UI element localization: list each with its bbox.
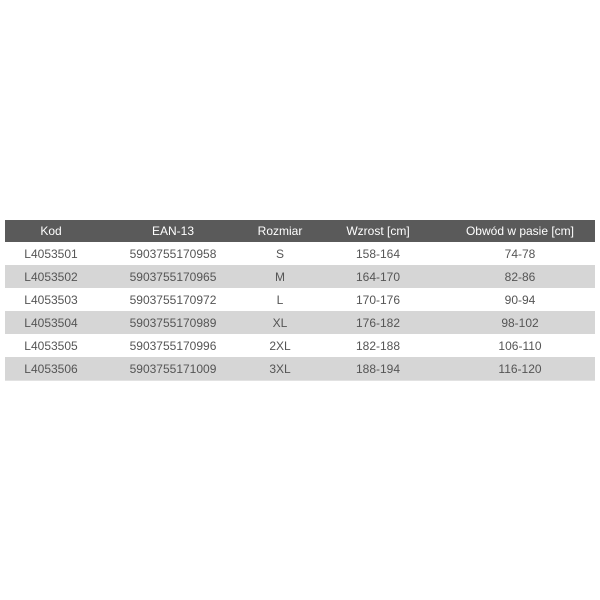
cell-rozmiar: M xyxy=(249,265,311,288)
table-row xyxy=(5,265,595,288)
cell-rozmiar: S xyxy=(249,242,311,265)
cell-kod: L4053506 xyxy=(5,357,97,381)
column-header-rozmiar: Rozmiar xyxy=(249,220,311,242)
table-row xyxy=(5,334,595,357)
cell-wzrost: 158-164 xyxy=(311,242,445,265)
cell-rozmiar: L xyxy=(249,288,311,311)
cell-obwod: 90-94 xyxy=(445,288,595,311)
cell-ean: 5903755170996 xyxy=(97,334,249,357)
column-header-kod: Kod xyxy=(5,220,97,242)
cell-wzrost: 170-176 xyxy=(311,288,445,311)
cell-ean: 5903755170989 xyxy=(97,311,249,334)
column-header-wzrost: Wzrost [cm] xyxy=(311,220,445,242)
cell-ean: 5903755170958 xyxy=(97,242,249,265)
cell-kod: L4053504 xyxy=(5,311,97,334)
cell-obwod: 116-120 xyxy=(445,357,595,381)
size-table xyxy=(5,220,595,381)
cell-kod: L4053501 xyxy=(5,242,97,265)
cell-wzrost: 188-194 xyxy=(311,357,445,381)
cell-rozmiar: 2XL xyxy=(249,334,311,357)
cell-obwod: 74-78 xyxy=(445,242,595,265)
cell-kod: L4053502 xyxy=(5,265,97,288)
cell-obwod: 82-86 xyxy=(445,265,595,288)
cell-kod: L4053503 xyxy=(5,288,97,311)
table-row xyxy=(5,311,595,334)
cell-wzrost: 164-170 xyxy=(311,265,445,288)
cell-ean: 5903755170965 xyxy=(97,265,249,288)
table-row xyxy=(5,288,595,311)
cell-obwod: 106-110 xyxy=(445,334,595,357)
cell-ean: 5903755170972 xyxy=(97,288,249,311)
table-row xyxy=(5,357,595,381)
cell-ean: 5903755171009 xyxy=(97,357,249,381)
cell-rozmiar: XL xyxy=(249,311,311,334)
cell-kod: L4053505 xyxy=(5,334,97,357)
cell-wzrost: 176-182 xyxy=(311,311,445,334)
cell-rozmiar: 3XL xyxy=(249,357,311,381)
column-header-ean: EAN-13 xyxy=(97,220,249,242)
column-header-obwod: Obwód w pasie [cm] xyxy=(445,220,595,242)
cell-wzrost: 182-188 xyxy=(311,334,445,357)
cell-obwod: 98-102 xyxy=(445,311,595,334)
table-header-row xyxy=(5,220,595,242)
table-row xyxy=(5,242,595,265)
